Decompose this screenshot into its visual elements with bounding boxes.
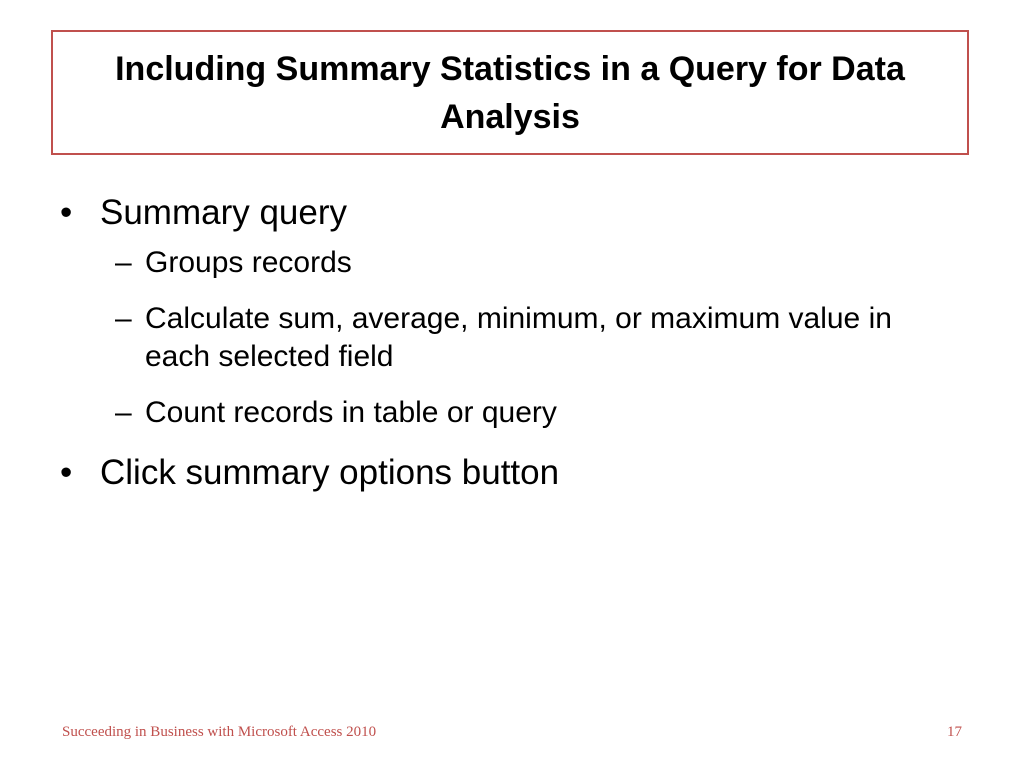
footer-course-title: Succeeding in Business with Microsoft Access 2010 [62,724,377,740]
sub-item [60,394,960,432]
sub-text: Count records in table or query [145,396,557,429]
sub-text: Groups records [145,246,352,279]
sub-item [60,244,960,282]
sub-list [60,244,960,432]
page-number: 17 [947,724,962,740]
slide-title: Including Summary Statistics in a Query for Data Analysis [115,49,905,136]
sub-dash-icon: – [115,396,132,429]
bullet-dot-icon: • [60,453,73,492]
sub-item [60,300,960,376]
title-box [51,30,969,155]
bullet-item [60,190,960,236]
slide-content [60,190,960,504]
sub-dash-icon: – [115,302,132,335]
bullet-item [60,450,960,496]
bullet-text: Summary query [100,193,348,232]
bullet-text: Click summary options button [100,453,560,492]
sub-dash-icon: – [115,246,132,279]
bullet-dot-icon: • [60,193,73,232]
sub-text: Calculate sum, average, minimum, or maximum value in each selected field [145,302,892,373]
